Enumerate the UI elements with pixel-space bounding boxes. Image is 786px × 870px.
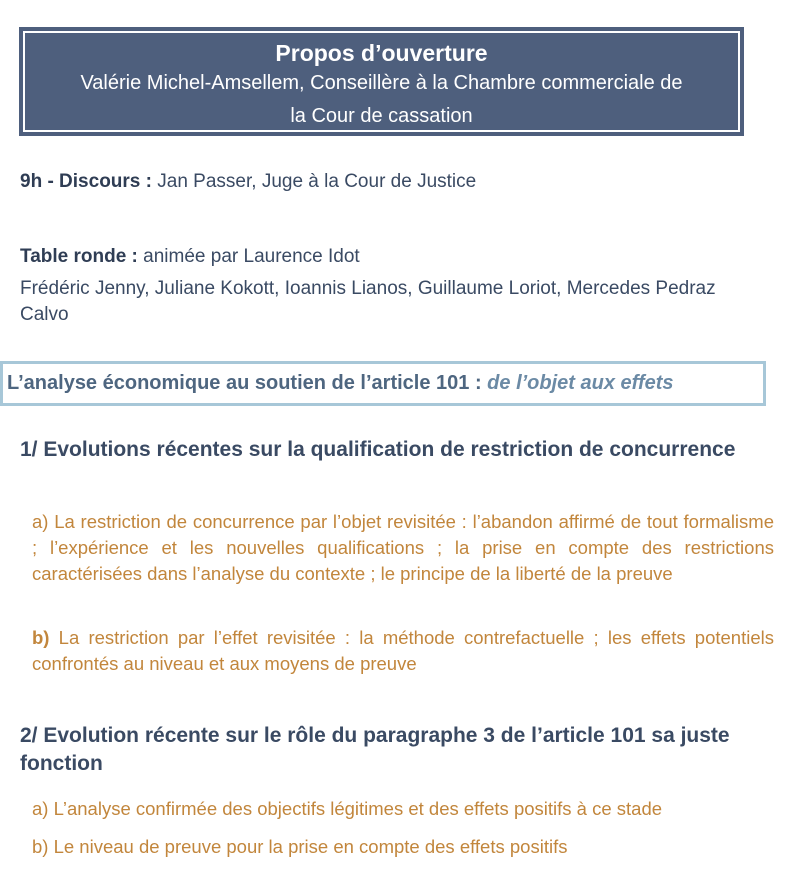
- opening-speaker-line-1: Valérie Michel-Amsellem, Conseillère à la Chambre commerciale de: [80, 72, 683, 94]
- table-ronde-label: Table ronde :: [20, 246, 138, 267]
- table-ronde-moderator: animée par Laurence Idot: [143, 246, 360, 267]
- discours-label: 9h - Discours :: [20, 171, 152, 192]
- section-2-item-b: [32, 834, 774, 860]
- banner-emphasis: de l’objet aux effets: [487, 372, 674, 394]
- item-marker: b): [32, 836, 49, 857]
- item-text: L’analyse confirmée des objectifs légitimes et des effets positifs à ce stade: [53, 798, 663, 819]
- section-banner: [0, 361, 766, 406]
- section-2-heading: 2/ Evolution récente sur le rôle du paragraphe 3 de l’article 101 sa juste fonction: [20, 724, 730, 775]
- item-text: La restriction de concurrence par l’objet revisitée : l’abandon affirmé de tout formalisme ; l’expérience et les nouvelles qualifications ; la prise en compte des restrictions caractérisées dans l’analyse du contexte ; le principe de la liberté de la preuve: [32, 511, 774, 584]
- item-marker: a): [32, 798, 49, 819]
- section-2-item-a: [32, 796, 774, 822]
- opening-title: Propos d’ouverture: [275, 40, 488, 66]
- section-1-item-a: [32, 509, 774, 587]
- discours-text: Jan Passer, Juge à la Cour de Justice: [157, 171, 477, 192]
- table-ronde-participants: Frédéric Jenny, Juliane Kokott, Ioannis Lianos, Guillaume Loriot, Mercedes Pedraz Calvo: [20, 278, 716, 325]
- item-marker: b): [32, 627, 50, 648]
- item-text: La restriction par l’effet revisitée : la méthode contrefactuelle ; les effets potentiels confrontés au niveau et aux moyens de preuve: [32, 627, 774, 674]
- section-1-item-b: [32, 625, 774, 677]
- item-marker: a): [32, 511, 49, 532]
- banner-text: L’analyse économique au soutien de l’article 101 :: [7, 372, 482, 394]
- opening-inner-frame: [23, 31, 740, 132]
- opening-speaker-line-2: la Cour de cassation: [290, 105, 473, 127]
- item-text: Le niveau de preuve pour la prise en compte des effets positifs: [53, 836, 568, 857]
- opening-box: [19, 27, 744, 136]
- table-ronde-line: [20, 244, 360, 270]
- discours-line: [20, 169, 476, 195]
- section-1-heading: 1/ Evolutions récentes sur la qualification de restriction de concurrence: [20, 438, 736, 461]
